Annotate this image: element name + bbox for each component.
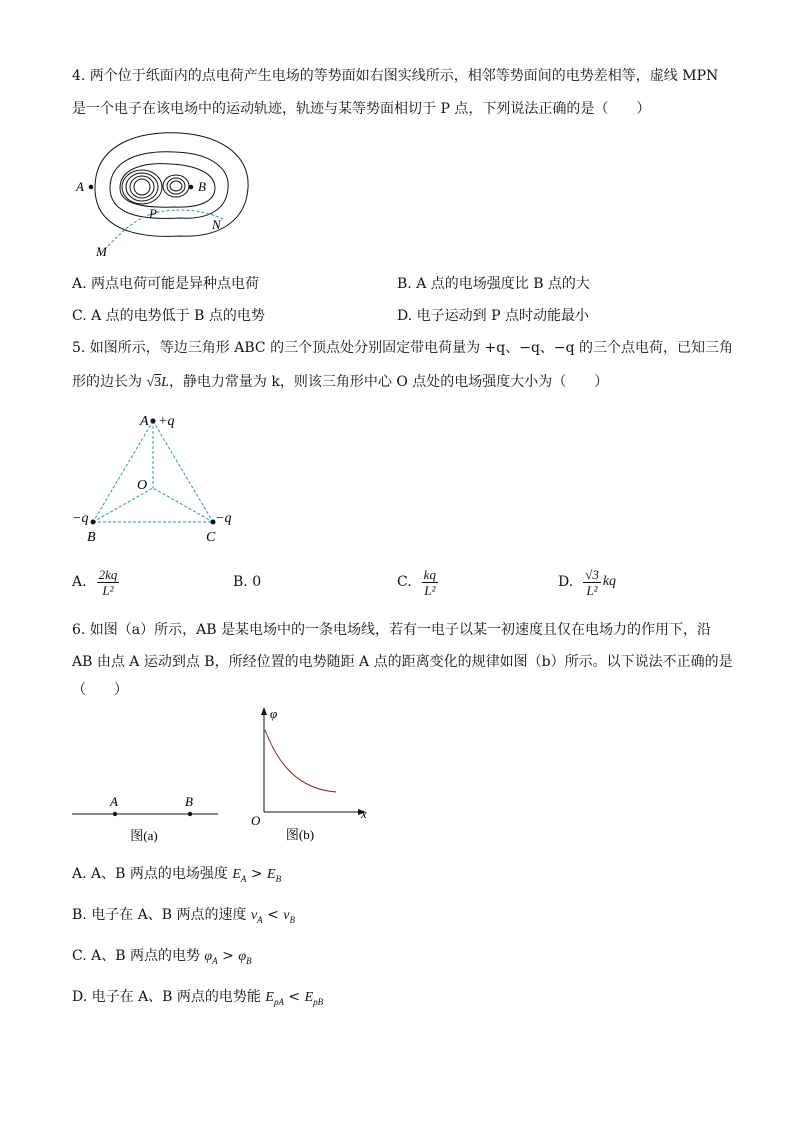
q4-option-d: D. 电子运动到 P 点时动能最小 (397, 308, 589, 324)
caption-a: 图(a) (130, 828, 158, 843)
q5-option-d-den: L² (586, 582, 598, 598)
label-n: N (212, 217, 221, 232)
q5-option-a (72, 562, 119, 602)
q5-option-c-fraction (422, 567, 438, 598)
q5-option-c-num: kq (423, 566, 436, 582)
label-m: M (96, 244, 107, 259)
q5-option-c (397, 562, 438, 602)
point-b-dot (189, 185, 194, 190)
label-phi: φ (270, 706, 278, 721)
q6-stem-line3: （ ） (72, 682, 128, 698)
q6-option-d: D. 电子在 A、B 两点的电势能 $E_{pA} < E_{pB}$ (72, 989, 324, 1007)
q5-option-d-label: D. (558, 574, 574, 590)
q5-option-a-den: L² (102, 582, 114, 598)
q4-option-a: A. 两点电荷可能是异种点电荷 (72, 276, 260, 292)
q4-stem-line1: 4. 两个位于纸面内的点电荷产生电场的等势面如右图实线所示，相邻等势面间的电势差相等，虚线 MPN (72, 68, 719, 84)
q5-option-b-label: B. (233, 574, 248, 590)
q6-option-a: A. A、B 两点的电场强度 $E_A > E_B$ (72, 866, 282, 884)
q4-stem-line2: 是一个电子在该电场中的运动轨迹，轨迹与某等势面相切于 P 点，下列说法正确的是（ ） (72, 101, 651, 117)
q5-option-d (558, 562, 616, 602)
q6-option-c: C. A、B 两点的电势 $\varphi_A > \varphi_B$ (72, 948, 252, 966)
q5-option-a-fraction (97, 567, 120, 598)
vertex-a-dot (151, 419, 156, 424)
label-b: B (87, 530, 96, 545)
q5-option-b (233, 572, 261, 592)
label-a: A (110, 794, 118, 809)
outer-contour (95, 133, 248, 237)
second-contour (110, 152, 228, 219)
q5-triangle-figure (66, 405, 256, 555)
label-b: B (198, 179, 206, 194)
label-a: A (76, 179, 84, 194)
q6-figure-a (70, 790, 222, 845)
label-a: A (140, 414, 149, 429)
q5-option-b-value: 0 (252, 574, 262, 590)
q5-sqrt-value: 3 (154, 375, 162, 390)
q5-option-a-num: 2kq (98, 566, 118, 582)
label-o: O (251, 813, 261, 828)
q5-line2-pre: 形的边长为 (72, 374, 147, 390)
q6-stem-line1: 6. 如图（a）所示，AB 是某电场中的一条电场线，若有一电子以某一初速度且仅在电场力的作用下，沿 (72, 622, 712, 638)
q5-option-d-tail: kq (602, 574, 617, 589)
q4-option-b: B. A 点的电场强度比 B 点的大 (397, 276, 590, 292)
q5-stem-line1: 5. 如图所示，等边三角形 ABC 的三个顶点处分别固定带电荷量为 +q、−q、−q 的三个点电荷，已知三角 (72, 340, 734, 356)
q6-stem-line2: AB 由点 A 运动到点 B，所经位置的电势随距 A 点的距离变化的规律如图（b）所示。以下说法不正确的是 (72, 654, 733, 670)
potential-curve (265, 730, 336, 792)
point-a-dot (89, 185, 94, 190)
q5-option-c-den: L² (424, 582, 436, 598)
q5-option-a-label: A. (72, 574, 87, 590)
q4-option-c: C. A 点的电势低于 B 点的电势 (72, 308, 265, 324)
q5-line2-post: ，静电力常量为 k，则该三角形中心 O 点处的电场强度大小为（ ） (168, 374, 609, 390)
label-plus-q: +q (158, 414, 175, 429)
q6-figure-b (248, 704, 378, 846)
point-a-dot (113, 812, 117, 816)
label-b: B (185, 794, 193, 809)
label-p: P (149, 206, 157, 221)
q5-option-d-num: √3 (585, 566, 599, 582)
label-o: O (137, 478, 148, 493)
q5-option-c-label: C. (397, 574, 412, 590)
caption-b: 图(b) (285, 827, 315, 842)
label-minus-q-right: −q (215, 511, 232, 526)
q5-option-d-fraction (583, 567, 601, 598)
q6-option-b: B. 电子在 A、B 两点的速度 $v_A < v_B$ (72, 907, 296, 925)
q5-stem-line2: 形的边长为 √3L，静电力常量为 k，则该三角形中心 O 点处的电场强度大小为（ ） (72, 374, 609, 390)
q5-length-symbol: L (161, 375, 169, 390)
q4-equipotential-figure (70, 128, 260, 263)
vertex-b-dot (91, 520, 96, 525)
label-c: C (206, 530, 216, 545)
point-b-dot (188, 812, 192, 816)
label-x: x (361, 806, 367, 821)
label-minus-q-left: −q (72, 511, 89, 526)
